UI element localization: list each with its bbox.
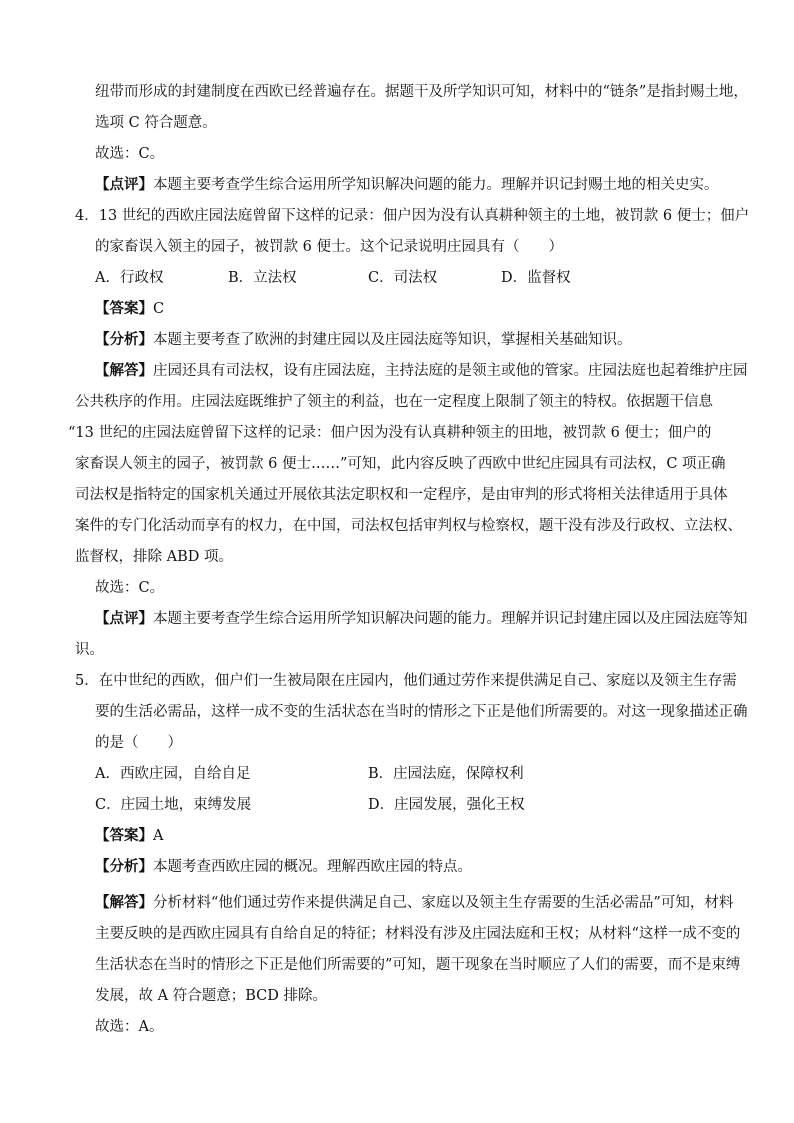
text-line: 要的生活必需品，这样一成不变的生活状态在当时的情形之下正是他们所需要的。对这一现象描述正确 (95, 704, 748, 720)
question-number: 5． (75, 673, 99, 689)
comment-line: 识。 (75, 642, 104, 658)
comment-text: 本题主要考查学生综合运用所学知识解决问题的能力。理解并识记封建庄园以及庄园法庭等知 (153, 611, 748, 627)
comment-line (95, 175, 719, 195)
result-line: 故选：A。 (95, 1019, 164, 1035)
solution-line: 监督权，排除 ABD 项。 (75, 549, 233, 565)
stem-text: 在中世纪的西欧，佃户们一生被局限在庄园内，他们通过劳作来提供满足自己、家庭以及领主生存需 (98, 673, 737, 689)
solution-line: 发展，故 A 符合题意；BCD 排除。 (95, 988, 327, 1004)
option-c[interactable]: C．司法权 (368, 270, 438, 286)
text-line: 纽带而形成的封建制度在西欧已经普遍存在。据题干及所学知识可知，材料中的“链条”是指封赐土地， (95, 84, 748, 100)
analysis-tag: 【分析】 (95, 858, 153, 875)
solution-tag: 【解答】 (95, 362, 153, 379)
option-d[interactable]: D．庄园发展，强化王权 (368, 797, 525, 813)
answer-tag: 【答案】 (95, 300, 153, 317)
analysis-text: 本题主要考查了欧洲的封建庄园以及庄园法庭等知识，掌握相关基础知识。 (153, 332, 632, 348)
solution-line: 司法权是指特定的国家机关通过开展依其法定职权和一定程序，是由审判的形式将相关法律适用于具体 (75, 487, 728, 503)
option-c[interactable]: C．庄园土地，束缚发展 (95, 797, 252, 813)
comment-tag: 【点评】 (95, 176, 153, 193)
answer-line (95, 299, 164, 319)
solution-line: “13 世纪的庄园法庭曾留下这样的记录：佃户因为没有认真耕种领主的田地，被罚款 6 便士；佃户的 (68, 425, 712, 441)
solution-line (95, 893, 733, 913)
analysis-line (95, 330, 632, 350)
analysis-line (95, 857, 472, 877)
analysis-text: 本题考查西欧庄园的概况。理解西欧庄园的特点。 (153, 859, 472, 875)
answer-value: A (153, 828, 164, 844)
comment-text: 本题主要考查学生综合运用所学知识解决问题的能力。理解并识记封赐土地的相关史实。 (153, 177, 719, 193)
answer-value: C (153, 301, 165, 317)
question-number: 4． (75, 208, 99, 224)
text-line: 选项 C 符合题意。 (95, 115, 217, 131)
solution-text: 庄园还具有司法权，设有庄园法庭，主持法庭的是领主或他的管家。庄园法庭也起着维护庄园 (153, 363, 748, 379)
analysis-tag: 【分析】 (95, 331, 153, 348)
option-b[interactable]: B．立法权 (228, 270, 297, 286)
stem-text: 13 世纪的西欧庄园法庭曾留下这样的记录：佃户因为没有认真耕种领主的土地，被罚款 6 便士；佃户 (98, 208, 750, 224)
question-4-stem (75, 206, 749, 226)
solution-text: 分析材料“他们通过劳作来提供满足自己、家庭以及领主生存需要的生活必需品”可知，材料 (153, 895, 734, 911)
option-d[interactable]: D．监督权 (501, 270, 571, 286)
solution-tag: 【解答】 (95, 894, 153, 911)
option-b[interactable]: B．庄园法庭，保障权利 (368, 766, 524, 782)
result-line: 故选：C。 (95, 146, 165, 162)
text-line: 的家畜误入领主的园子，被罚款 6 便士。这个记录说明庄园具有（ ） (95, 239, 563, 255)
solution-line: 生活状态在当时的情形之下正是他们所需要的”可知，题干现象在当时顺应了人们的需要，而不是束缚 (95, 957, 741, 973)
solution-line: 主要反映的是西欧庄园具有自给自足的特征；材料没有涉及庄园法庭和王权；从材料“这样一成不变的 (95, 926, 741, 942)
option-a[interactable]: A．行政权 (95, 270, 164, 286)
option-a[interactable]: A．西欧庄园，自给自足 (95, 766, 251, 782)
result-line: 故选：C。 (95, 580, 165, 596)
solution-line: 案件的专门化活动而享有的权力，在中国，司法权包括审判权与检察权，题干没有涉及行政权、立法权、 (75, 518, 742, 534)
solution-line: 家畜误人领主的园子，被罚款 6 便士……”可知，此内容反映了西欧中世纪庄园具有司法权，C 项正确 (75, 456, 726, 472)
question-5-stem (75, 671, 737, 691)
text-line: 的是（ ） (95, 735, 182, 751)
solution-line: 公共秩序的作用。庄园法庭既维护了领主的利益，也在一定程度上限制了领主的特权。依据题干信息 (75, 394, 713, 410)
comment-tag: 【点评】 (95, 610, 153, 627)
answer-tag: 【答案】 (95, 827, 153, 844)
comment-line (95, 609, 748, 629)
answer-line (95, 826, 163, 846)
solution-line (95, 361, 748, 381)
